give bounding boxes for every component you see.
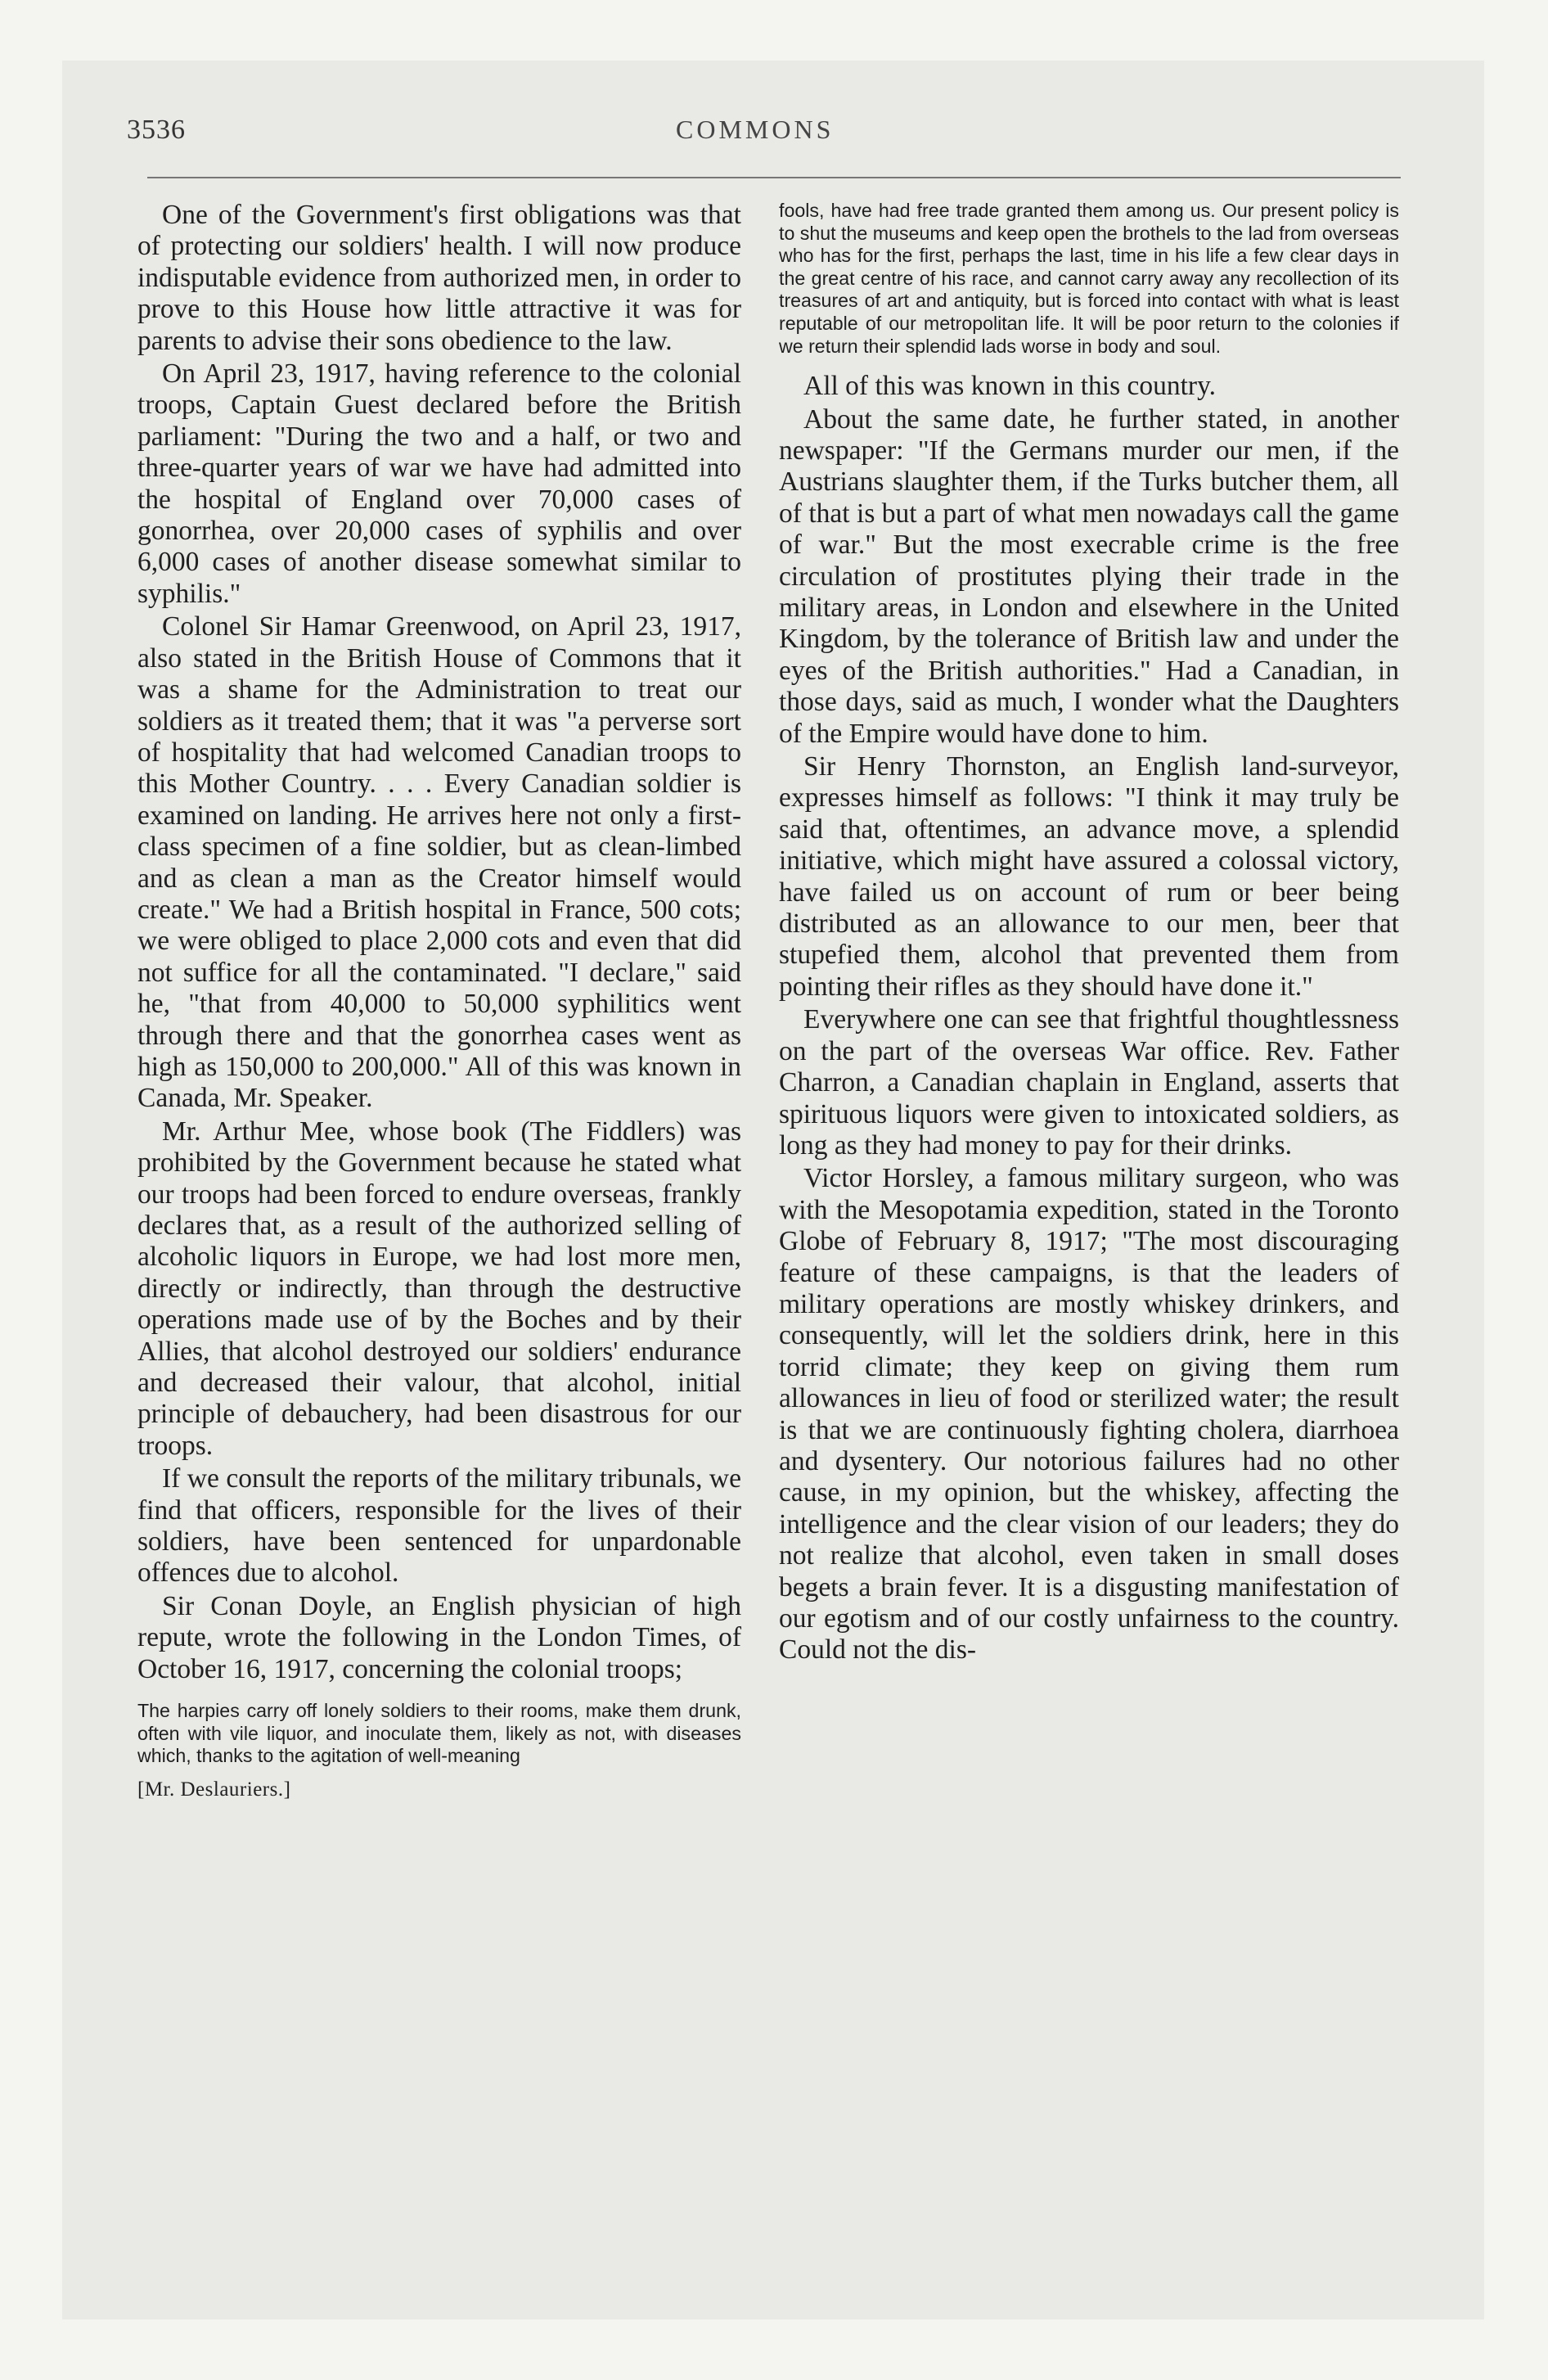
left-column xyxy=(137,200,741,1802)
block-quote: The harpies carry off lonely soldiers to their rooms, make them drunk, often with vile liquor, and inoculate them, likely as not, with diseases which, thanks to the agitation of well-meaning xyxy=(137,1700,741,1767)
paragraph: Colonel Sir Hamar Greenwood, on April 23, 1917, also stated in the British House of Commons that it was a shame for the Administration to treat our soldiers as it treated them; that it was "a perverse sort of hospitality that had welcomed Canadian troops to this Mother Country. . . . Every Canadian soldier is examined on landing. He arrives here not only a first-class specimen of a fine soldier, but as clean-limbed and as clean a man as the Creator himself would create." We had a British hospital in France, 500 cots; we were obliged to place 2,000 cots and even that did not suffice for all the contaminated. "I declare," said he, "that from 40,000 to 50,000 syphilitics went through there and that the gonorrhea cases went as high as 150,000 to 200,000." All of this was known in Canada, Mr. Speaker. xyxy=(137,611,741,1114)
paragraph: Sir Conan Doyle, an English physician of high repute, wrote the following in the London Times, of October 16, 1917, concerning the colonial troops; xyxy=(137,1590,741,1684)
speaker-attribution: [Mr. Deslauriers.] xyxy=(137,1778,291,1801)
page-number: 3536 xyxy=(127,115,186,145)
paragraph: Mr. Arthur Mee, whose book (The Fiddlers) was prohibited by the Government because he stated what our troops had been forced to endure overseas, frankly declares that, as a result of the authorized selling of alcoholic liquors in Europe, we had lost more men, directly or indirectly, than through the destructive operations made use of by the Boches and by their Allies, that alcohol destroyed our soldiers' endurance and decreased their valour, that alcohol, initial principle of debauchery, had been disastrous for our troops. xyxy=(137,1116,741,1461)
paragraph: Everywhere one can see that frightful thoughtlessness on the part of the overseas War office. Rev. Father Charron, a Canadian chaplain in England, asserts that spirituous liquors were given to intoxicated soldiers, as long as they had money to pay for their drinks. xyxy=(779,1004,1399,1161)
paragraph: On April 23, 1917, having reference to the colonial troops, Captain Guest declared before the British parliament: "During the two and a half, or two and three-quarter years of war we have had admitted into the hospital of England over 70,000 cases of gonorrhea, over 20,000 cases of syphilis and over 6,000 cases of another disease somewhat similar to syphilis." xyxy=(137,358,741,609)
paragraph: All of this was known in this country. xyxy=(803,371,1217,402)
paragraph: Sir Henry Thornston, an English land-surveyor, expresses himself as follows: "I think it may truly be said that, oftentimes, an advance move, a splendid initiative, which might have assured a colossal victory, have failed us on account of rum or beer being distributed as an allowance to our men, beer that stupefied them, alcohol that prevented them from pointing their rifles as they should have done it." xyxy=(779,751,1399,1002)
paragraph: About the same date, he further stated, in another newspaper: "If the Germans murder our men, if the Austrians slaughter them, if the Turks butcher them, all of that is but a part of what men nowadays call the game of war." But the most execrable crime is the free circulation of prostitutes plying their trade in the military areas, in London and elsewhere in the United Kingdom, by the tolerance of British law and under the eyes of the British authorities." Had a Canadian, in those days, said as much, I wonder what the Daughters of the Empire would have done to him. xyxy=(779,403,1399,749)
paragraph: Victor Horsley, a famous military surgeon, who was with the Mesopotamia expedition, stated in the Toronto Globe of February 8, 1917; "The most discouraging feature of these campaigns, is that the leaders of military operations are mostly whiskey drinkers, and consequently, will let the soldiers drink, here in this torrid climate; they keep on giving them rum allowances in lieu of food or sterilized water; the result is that we are continuously fighting cholera, diarrhoea and dysentery. Our notorious failures had no other cause, in my opinion, but the whiskey, affecting the intelligence and the clear vision of our leaders; they do not realize that alcohol, even taken in small doses begets a brain fever. It is a disgusting manifestation of our egotism and of our costly unfairness to the country. Could not the dis- xyxy=(779,1163,1399,1666)
paragraph: One of the Government's first obligations was that of protecting our soldiers' health. I will now produce indisputable evidence from authorized men, in order to prove to this House how little attractive it was for parents to advise their sons obedience to the law. xyxy=(137,200,741,356)
block-quote-continued: fools, have had free trade granted them among us. Our present policy is to shut the museums and keep open the brothels to the lad from overseas who has for the first, perhaps the last, time in his life a few clear days in the great centre of his race, and cannot carry away any recollection of its treasures of art and antiquity, but is forced into contact with what is least reputable of our metropolitan life. It will be poor return to the colonies if we return their splendid lads worse in body and soul. xyxy=(779,200,1399,357)
page-header xyxy=(62,115,1484,156)
paragraph: If we consult the reports of the military tribunals, we find that officers, responsible for the lives of their soldiers, have been sentenced for unpardonable offences due to alcohol. xyxy=(137,1463,741,1589)
right-column xyxy=(779,200,1399,1666)
running-head: COMMONS xyxy=(676,115,835,144)
document-page xyxy=(62,61,1484,2319)
header-rule xyxy=(147,177,1401,178)
